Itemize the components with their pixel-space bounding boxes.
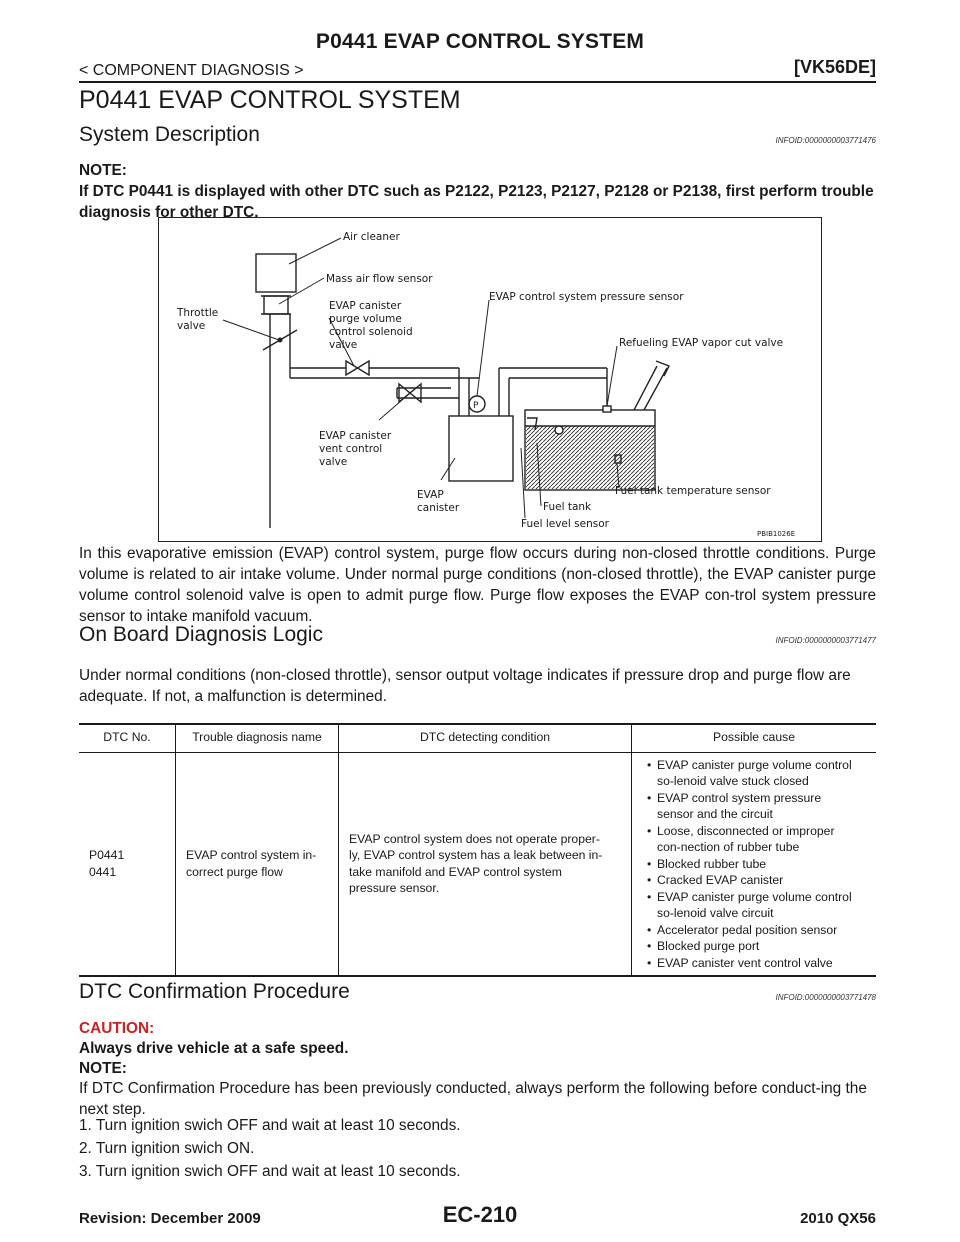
breadcrumb: < COMPONENT DIAGNOSIS > — [79, 62, 304, 79]
label-vent-3: valve — [319, 456, 348, 468]
list-item: • EVAP canister purge volume control so-lenoid valve circuit — [642, 889, 852, 922]
canister-box — [449, 416, 513, 481]
cell-detecting-condition — [339, 752, 632, 976]
air-cleaner-box — [256, 254, 296, 292]
label-canister-2: canister — [417, 502, 460, 514]
list-item: • EVAP control system pressure sensor and the circuit — [642, 790, 852, 823]
condition-line-3: take manifold and EVAP control system — [349, 864, 562, 879]
model-code: [VK56DE] — [793, 57, 876, 77]
label-purge-2: purge volume — [329, 313, 402, 325]
section-heading-obd-logic: On Board Diagnosis Logic — [79, 623, 323, 646]
list-item: • EVAP canister vent control valve — [642, 955, 852, 972]
step-item: 3. Turn ignition swich OFF and wait at least 10 seconds. — [79, 1163, 461, 1180]
obd-logic-paragraph: Under normal conditions (non-closed throttle), sensor output voltage indicates if pressure drop and purge flow are adequate. If not, a malfunction is determined. — [79, 667, 851, 705]
caution-label: CAUTION: — [79, 1020, 155, 1037]
step-item: 1. Turn ignition swich OFF and wait at least 10 seconds. — [79, 1117, 461, 1134]
label-purge-4: valve — [329, 339, 358, 351]
label-pressure-sensor: EVAP control system pressure sensor — [489, 291, 684, 303]
step-item: 2. Turn ignition swich ON. — [79, 1140, 255, 1157]
note-label-2: NOTE: — [79, 1060, 127, 1077]
th-detecting-condition: DTC detecting condition — [339, 724, 632, 752]
th-possible-cause: Possible cause — [632, 724, 877, 752]
dtc-table — [79, 723, 876, 977]
label-temp-sensor: Fuel tank temperature sensor — [615, 485, 771, 497]
running-header-title: P0441 EVAP CONTROL SYSTEM — [315, 30, 645, 53]
note-text: If DTC P0441 is displayed with other DTC such as P2122, P2123, P2127, P2128 or P2138, first perform trouble diagnosis for other DTC. — [79, 183, 874, 221]
evap-system-diagram — [158, 217, 822, 542]
label-maf-sensor: Mass air flow sensor — [326, 273, 433, 285]
condition-line-2: ly, EVAP control system has a leak between in- — [349, 848, 603, 863]
possible-cause-list — [642, 757, 852, 972]
header-rule — [79, 81, 876, 83]
table-header-row — [79, 724, 876, 752]
model-year: 2010 QX56 — [800, 1210, 876, 1227]
table-row — [79, 752, 876, 976]
label-purge-3: control solenoid — [329, 326, 413, 338]
diagram-svg — [159, 218, 821, 541]
infoid-obd-logic: INFOID:0000000003771477 — [775, 636, 876, 645]
label-p-mark: P — [473, 401, 479, 411]
label-throttle-2: valve — [177, 320, 206, 332]
list-item: • Blocked purge port — [642, 938, 852, 955]
cell-dtc-no — [79, 752, 176, 976]
system-description-paragraph: In this evaporative emission (EVAP) control system, purge flow occurs during non-closed throttle conditions. Purge volume is related to air intake volume. Under normal purge conditions (non-closed throttle), the EVAP canister purge volume control solenoid valve is open to admit purge flow. Purge flow exposes the EVAP con-trol system pressure sensor to intake manifold vacuum. — [79, 545, 876, 625]
infoid-system-description: INFOID:0000000003771476 — [775, 136, 876, 145]
purge-valve-symbol — [346, 361, 369, 375]
list-item: • EVAP canister purge volume control so-lenoid valve stuck closed — [642, 757, 852, 790]
list-item: • Accelerator pedal position sensor — [642, 922, 852, 939]
dtc-no-line-2: 0441 — [89, 864, 117, 879]
page-number: EC-210 — [442, 1202, 518, 1227]
label-refuel-valve: Refueling EVAP vapor cut valve — [619, 337, 784, 349]
condition-line-4: pressure sensor. — [349, 881, 440, 896]
label-vent-2: vent control — [319, 443, 383, 455]
cell-possible-cause — [632, 752, 877, 976]
label-vent-1: EVAP canister — [319, 430, 392, 442]
list-item: • Loose, disconnected or improper con-nection of rubber tube — [642, 823, 852, 856]
note-text-2: If DTC Confirmation Procedure has been previously conducted, always perform the following before conduct-ing the next step. — [79, 1080, 867, 1118]
label-throttle-1: Throttle — [177, 307, 219, 319]
list-item: • Blocked rubber tube — [642, 856, 852, 873]
note-label: NOTE: — [79, 162, 127, 179]
list-item: • Cracked EVAP canister — [642, 872, 852, 889]
label-canister-1: EVAP — [417, 489, 444, 501]
infoid-dtc-confirmation: INFOID:0000000003771478 — [775, 993, 876, 1002]
label-fuel-tank: Fuel tank — [543, 501, 592, 513]
caution-text: Always drive vehicle at a safe speed. — [79, 1040, 349, 1057]
page-title: P0441 EVAP CONTROL SYSTEM — [79, 86, 461, 114]
th-trouble-name: Trouble diagnosis name — [176, 724, 339, 752]
fuel-hatch — [526, 426, 654, 489]
th-dtc-no: DTC No. — [79, 724, 176, 752]
figure-id: PBIB1026E — [757, 530, 796, 538]
section-heading-dtc-confirmation: DTC Confirmation Procedure — [79, 980, 350, 1003]
section-heading-system-description: System Description — [79, 123, 260, 146]
revision-date: Revision: December 2009 — [79, 1210, 261, 1227]
label-purge-1: EVAP canister — [329, 300, 402, 312]
label-air-cleaner: Air cleaner — [343, 231, 400, 243]
condition-line-1: EVAP control system does not operate proper- — [349, 831, 600, 846]
name-line-1: EVAP control system in- — [186, 848, 317, 863]
cell-trouble-name — [176, 752, 339, 976]
label-level-sensor: Fuel level sensor — [521, 518, 609, 530]
procedure-steps — [79, 1114, 461, 1183]
name-line-2: correct purge flow — [186, 864, 283, 879]
maf-sensor — [264, 296, 288, 314]
dtc-no-line-1: P0441 — [89, 848, 125, 863]
